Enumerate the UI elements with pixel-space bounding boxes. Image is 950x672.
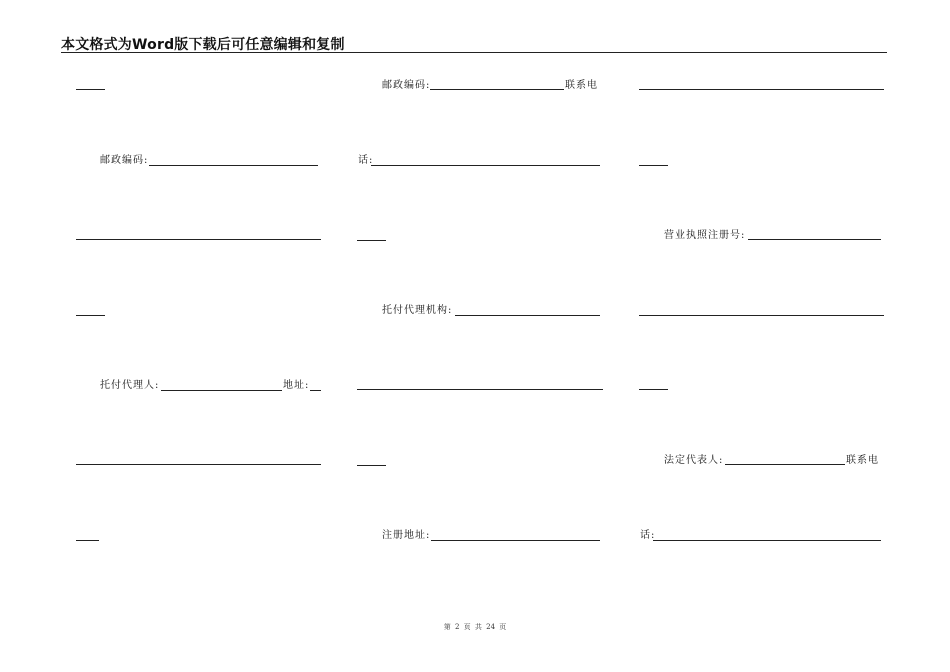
blank-line xyxy=(76,464,321,465)
footer-prefix: 第 xyxy=(443,623,451,631)
contact-phone-label: 话: xyxy=(640,530,656,541)
business-license-blank xyxy=(748,239,881,240)
blank-line xyxy=(639,389,668,390)
business-license-label: 营业执照注册号: xyxy=(664,230,746,241)
postal-code-blank xyxy=(149,165,318,166)
collection-agency-label: 托付代理机构: xyxy=(382,305,453,316)
address-blank xyxy=(310,390,321,391)
blank-line xyxy=(639,89,884,90)
current-page-number: 2 xyxy=(454,623,460,631)
registered-address-blank xyxy=(431,540,600,541)
footer-suffix: 页 xyxy=(499,623,507,631)
contact-phone-blank xyxy=(371,165,600,166)
header-title: 本文格式为Word版下载后可任意编辑和复制 xyxy=(61,37,345,53)
legal-representative-label: 法定代表人: xyxy=(664,455,724,466)
contact-phone-label: 联系电 xyxy=(846,455,879,466)
blank-line xyxy=(76,315,105,316)
postal-code-label: 邮政编码: xyxy=(382,80,431,91)
page-footer xyxy=(0,622,950,632)
collection-agency-blank xyxy=(455,315,600,316)
collection-agent-label: 托付代理人: xyxy=(100,380,160,391)
blank-line xyxy=(639,165,668,166)
blank-line xyxy=(76,239,321,240)
blank-line xyxy=(639,315,884,316)
contact-phone-label: 联系电 xyxy=(565,80,598,91)
blank-line xyxy=(76,540,99,541)
postal-code-label: 邮政编码: xyxy=(100,155,149,166)
contact-phone-blank xyxy=(653,540,881,541)
legal-representative-blank xyxy=(725,464,845,465)
blank-line xyxy=(357,465,386,466)
blank-line xyxy=(76,89,105,90)
blank-line xyxy=(357,389,603,390)
total-pages-number: 24 xyxy=(486,623,496,631)
address-label: 地址: xyxy=(283,380,310,391)
collection-agent-blank xyxy=(161,390,282,391)
footer-total-word: 共 xyxy=(474,623,482,631)
page-header xyxy=(61,34,887,53)
registered-address-label: 注册地址: xyxy=(382,530,431,541)
blank-line xyxy=(357,240,386,241)
contact-phone-label: 话: xyxy=(358,155,374,166)
footer-page-word: 页 xyxy=(463,623,471,631)
postal-code-blank xyxy=(430,89,564,90)
